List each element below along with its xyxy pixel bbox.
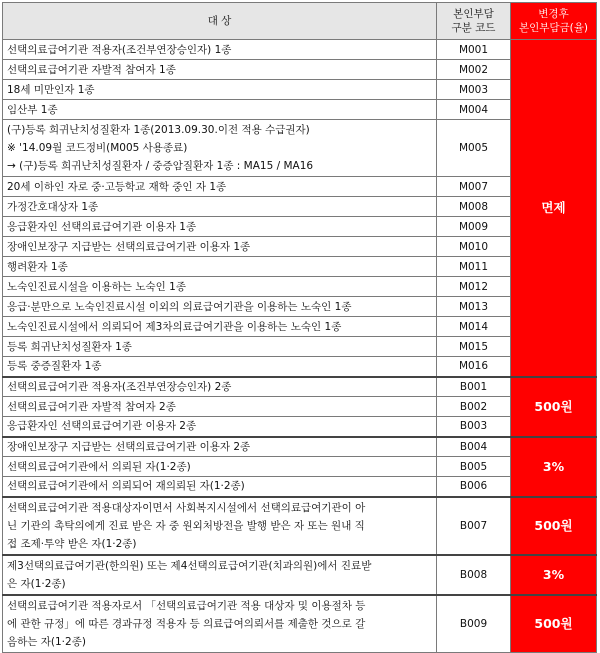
code-cell: M016 (437, 357, 511, 377)
target-text: 응급환자인 선택의료급여기관 이용자 1종 (7, 220, 197, 233)
table-row (3, 337, 597, 357)
table-row (3, 555, 597, 595)
target-text: 가정간호대상자 1종 (7, 200, 99, 213)
table-body (3, 40, 597, 653)
target-text: 접 조제·투약 받은 자(1·2종) (7, 537, 137, 550)
target-cell (3, 317, 437, 337)
code-cell: M008 (437, 197, 511, 217)
target-text: 선택의료급여기관에서 의뢰된 자(1·2종) (7, 460, 191, 473)
header-target: 대 상 (3, 3, 437, 40)
target-text: 선택의료급여기관 적용대상자이면서 사회복지시설에서 선택의료급여기관이 아 (7, 501, 366, 514)
target-text: 등록 중증질환자 1종 (7, 360, 102, 373)
target-cell (3, 60, 437, 80)
code-cell: B009 (437, 595, 511, 653)
target-text: 임산부 1종 (7, 103, 58, 116)
code-cell: M009 (437, 217, 511, 237)
target-cell (3, 257, 437, 277)
target-cell (3, 277, 437, 297)
code-cell: B005 (437, 457, 511, 477)
table-row (3, 595, 597, 653)
code-cell: B008 (437, 555, 511, 595)
table-row (3, 197, 597, 217)
target-cell (3, 297, 437, 317)
header-changed-copay (511, 3, 597, 40)
code-cell: B003 (437, 417, 511, 437)
table-row (3, 80, 597, 100)
copay-result-cell: 500원 (511, 497, 597, 555)
code-cell: M015 (437, 337, 511, 357)
target-text: 선택의료급여기관에서 의뢰되어 재의뢰된 자(1·2종) (7, 480, 245, 493)
target-cell (3, 397, 437, 417)
table-row (3, 217, 597, 237)
table-row (3, 257, 597, 277)
target-text: 에 관한 규정」에 따른 경과규정 적용자 등 의료급여의뢰서를 제출한 것으로 갈 (7, 617, 366, 630)
target-cell (3, 417, 437, 437)
target-text: 장애인보장구 지급받는 선택의료급여기관 이용자 2종 (7, 440, 251, 453)
target-cell (3, 80, 437, 100)
code-cell: M007 (437, 177, 511, 197)
code-cell: B006 (437, 477, 511, 497)
target-cell (3, 120, 437, 177)
target-text: 선택의료급여기관 적용자로서 「선택의료급여기관 적용 대상자 및 이용절차 등 (7, 599, 366, 612)
code-cell: B007 (437, 497, 511, 555)
header-code (437, 3, 511, 40)
target-cell (3, 357, 437, 377)
table-row (3, 377, 597, 397)
target-text: 행려환자 1종 (7, 260, 68, 273)
target-cell (3, 197, 437, 217)
copay-table-wrapper (2, 2, 596, 648)
target-text: 제3선택의료급여기관(한의원) 또는 제4선택의료급여기관(치과의원)에서 진료받 (7, 559, 372, 572)
header-changed-line2: 본인부담금(율) (518, 22, 589, 34)
table-row (3, 120, 597, 177)
target-cell (3, 177, 437, 197)
code-cell: M003 (437, 80, 511, 100)
target-text: 노숙인진료시설을 이용하는 노숙인 1종 (7, 280, 186, 293)
table-row (3, 477, 597, 497)
target-cell (3, 477, 437, 497)
code-cell: M011 (437, 257, 511, 277)
target-text: 장애인보장구 지급받는 선택의료급여기관 이용자 1종 (7, 240, 251, 253)
target-cell (3, 40, 437, 60)
code-cell: B001 (437, 377, 511, 397)
code-cell: B002 (437, 397, 511, 417)
target-cell (3, 595, 437, 653)
target-text: 응급환자인 선택의료급여기관 이용자 2종 (7, 420, 197, 433)
target-cell (3, 100, 437, 120)
target-text: 은 자(1·2종) (7, 577, 66, 590)
target-cell (3, 337, 437, 357)
header-row (3, 3, 597, 40)
table-row (3, 40, 597, 60)
code-cell: M014 (437, 317, 511, 337)
target-text: 20세 이하인 자로 중·고등학교 재학 중인 자 1종 (7, 180, 227, 193)
target-cell (3, 217, 437, 237)
table-row (3, 497, 597, 555)
table-row (3, 317, 597, 337)
table-row (3, 437, 597, 457)
copay-result-cell: 3% (511, 555, 597, 595)
target-text: 선택의료급여기관 적용자(조건부연장승인자) 2종 (7, 380, 232, 393)
target-text: 선택의료급여기관 적용자(조건부연장승인자) 1종 (7, 43, 232, 56)
target-text: → (구)등록 희귀난치성질환자 / 중증암질환자 1종 : MA15 / MA16 (7, 160, 314, 172)
target-text: 등록 희귀난치성질환자 1종 (7, 340, 132, 353)
target-cell (3, 437, 437, 457)
copay-result-cell: 500원 (511, 377, 597, 437)
copay-table (2, 2, 597, 653)
target-cell (3, 377, 437, 397)
table-row (3, 457, 597, 477)
table-row (3, 357, 597, 377)
target-text: 응급·분만으로 노숙인진료시설 이외의 의료급여기관을 이용하는 노숙인 1종 (7, 300, 352, 313)
code-cell: M005 (437, 120, 511, 177)
target-text: 18세 미만인자 1종 (7, 83, 95, 96)
code-cell: M012 (437, 277, 511, 297)
header-code-line2: 구분 코드 (451, 22, 496, 34)
code-cell: M010 (437, 237, 511, 257)
target-text: 노숙인진료시설에서 의뢰되어 제3차의료급여기관을 이용하는 노숙인 1종 (7, 320, 342, 333)
target-cell (3, 497, 437, 555)
code-cell: M004 (437, 100, 511, 120)
target-cell (3, 457, 437, 477)
target-text: 선택의료급여기관 자발적 참여자 2종 (7, 400, 176, 413)
table-row (3, 237, 597, 257)
target-text: ※ '14.09월 코드정비(M005 사용종료) (7, 142, 188, 154)
copay-result-cell: 면제 (511, 40, 597, 377)
copay-result-cell: 500원 (511, 595, 597, 653)
table-row (3, 417, 597, 437)
table-row (3, 177, 597, 197)
code-cell: M002 (437, 60, 511, 80)
table-row (3, 277, 597, 297)
code-cell: M001 (437, 40, 511, 60)
target-cell (3, 237, 437, 257)
header-code-line1: 본인부담 (453, 8, 494, 20)
copay-result-cell: 3% (511, 437, 597, 497)
target-text: 선택의료급여기관 자발적 참여자 1종 (7, 63, 176, 76)
target-text: (구)등록 희귀난치성질환자 1종(2013.09.30.이전 적용 수급권자) (7, 124, 310, 136)
header-changed-line1: 변경후 (538, 8, 569, 20)
table-row (3, 397, 597, 417)
target-cell (3, 555, 437, 595)
code-cell: M013 (437, 297, 511, 317)
code-cell: B004 (437, 437, 511, 457)
target-text: 음하는 자(1·2종) (7, 635, 86, 648)
table-row (3, 100, 597, 120)
table-row (3, 297, 597, 317)
target-text: 닌 기관의 촉탁의에게 진료 받은 자 중 원외처방전을 발행 받은 자 또는 원내 직 (7, 519, 365, 532)
table-row (3, 60, 597, 80)
